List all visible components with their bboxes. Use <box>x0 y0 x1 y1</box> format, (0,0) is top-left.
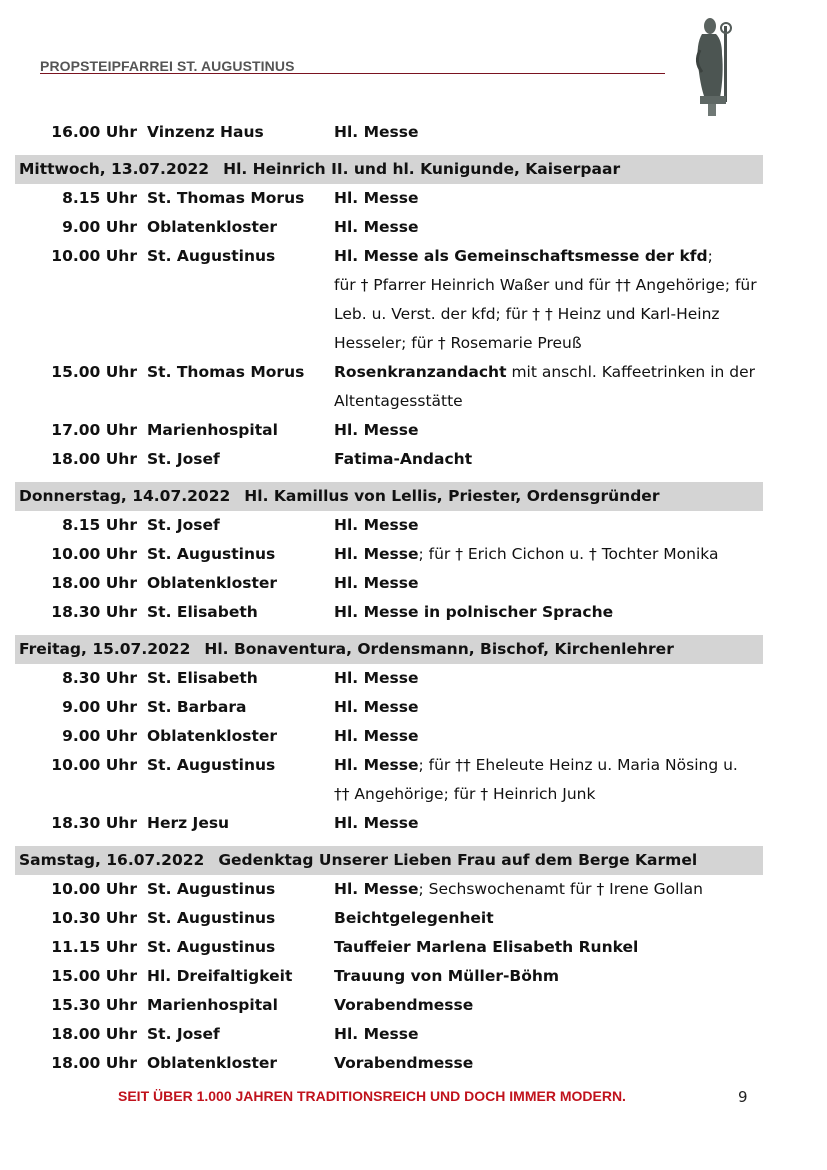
entry-note-line: †† Angehörige; für † Heinrich Junk <box>334 785 596 803</box>
entry-place: Vinzenz Haus <box>147 123 264 141</box>
schedule-entry <box>15 184 763 213</box>
entry-time: 10.00 Uhr <box>51 880 137 898</box>
entry-title: Hl. Messe <box>334 727 419 745</box>
entry-time: 15.00 Uhr <box>51 363 137 381</box>
entry-place: St. Augustinus <box>147 938 276 956</box>
entry-description <box>334 1049 473 1078</box>
schedule-entry-continuation <box>15 387 763 416</box>
entry-time: 8.15 Uhr <box>62 516 137 534</box>
schedule-entry-continuation <box>15 780 763 809</box>
schedule-entry <box>15 213 763 242</box>
schedule-entry-continuation <box>15 300 763 329</box>
entry-place: St. Augustinus <box>147 756 276 774</box>
entry-description <box>334 809 418 838</box>
entry-time: 18.00 Uhr <box>51 574 137 592</box>
day-date: Samstag, 16.07.2022 <box>19 851 205 869</box>
entry-place: Oblatenkloster <box>147 574 278 592</box>
entry-time: 16.00 Uhr <box>51 123 137 141</box>
entry-time: 8.30 Uhr <box>62 669 137 687</box>
entry-title: Hl. Messe <box>334 123 419 141</box>
schedule-entry <box>15 722 763 751</box>
entry-time: 11.15 Uhr <box>51 938 137 956</box>
entry-title: Vorabendmesse <box>334 1054 474 1072</box>
schedule-entry <box>15 875 763 904</box>
day-date: Donnerstag, 14.07.2022 <box>19 487 231 505</box>
entry-title: Hl. Messe <box>334 669 419 687</box>
schedule-entry <box>15 358 763 387</box>
entry-time: 18.00 Uhr <box>51 450 137 468</box>
schedule-entry <box>15 242 763 271</box>
entry-place: St. Augustinus <box>147 909 276 927</box>
entry-place: St. Thomas Morus <box>147 363 305 381</box>
entry-title: Hl. Messe <box>334 545 419 563</box>
entry-time: 17.00 Uhr <box>51 421 137 439</box>
entry-note: ; Sechswochenamt für † Irene Gollan <box>418 880 704 898</box>
entry-description <box>334 118 418 147</box>
entry-description <box>334 511 418 540</box>
entry-title: Hl. Messe <box>334 421 419 439</box>
entry-time: 10.00 Uhr <box>51 247 137 265</box>
schedule-entry <box>15 962 763 991</box>
entry-title: Hl. Messe <box>334 698 419 716</box>
entry-time: 9.00 Uhr <box>62 727 137 745</box>
entry-title: Hl. Messe <box>334 218 419 236</box>
entry-note-line: für † Pfarrer Heinrich Waßer und für †† Angehörige; für <box>334 276 757 294</box>
entry-description <box>334 598 613 627</box>
entry-description <box>334 904 494 933</box>
schedule-entry <box>15 511 763 540</box>
entry-title: Vorabendmesse <box>334 996 474 1014</box>
day-feast: Gedenktag Unserer Lieben Frau auf dem Berge Karmel <box>218 851 698 869</box>
entry-place: St. Elisabeth <box>147 603 258 621</box>
entry-place: St. Augustinus <box>147 545 276 563</box>
entry-note: ; für † Erich Cichon u. † Tochter Monika <box>418 545 719 563</box>
entry-description <box>334 569 418 598</box>
entry-title: Hl. Messe als Gemeinschaftsmesse der kfd <box>334 247 708 265</box>
entry-description <box>334 962 559 991</box>
entry-description <box>334 540 718 569</box>
schedule-entry-continuation <box>15 329 763 358</box>
day-header <box>15 635 763 664</box>
schedule-entry <box>15 664 763 693</box>
schedule-entry <box>15 751 763 780</box>
entry-time: 18.00 Uhr <box>51 1054 137 1072</box>
schedule-entry <box>15 416 763 445</box>
entry-title: Rosenkranzandacht <box>334 363 507 381</box>
entry-time: 15.30 Uhr <box>51 996 137 1014</box>
entry-description <box>334 358 755 387</box>
entry-description <box>334 1020 418 1049</box>
entry-note-line: Leb. u. Verst. der kfd; für † † Heinz und Karl-Heinz <box>334 305 720 323</box>
schedule-entry <box>15 1049 763 1078</box>
entry-description <box>334 693 418 722</box>
entry-title: Hl. Messe in polnischer Sprache <box>334 603 614 621</box>
day-header <box>15 155 763 184</box>
entry-title: Fatima-Andacht <box>334 450 473 468</box>
entry-place: Marienhospital <box>147 996 278 1014</box>
schedule-entry <box>15 445 763 474</box>
entry-place: Oblatenkloster <box>147 1054 278 1072</box>
entry-place: St. Barbara <box>147 698 247 716</box>
entry-description <box>334 991 473 1020</box>
entry-place: St. Josef <box>147 450 220 468</box>
entry-time: 9.00 Uhr <box>62 218 137 236</box>
footer-slogan: SEIT ÜBER 1.000 JAHREN TRADITIONSREICH UND DOCH IMMER MODERN. <box>118 1088 626 1104</box>
entry-title: Hl. Messe <box>334 880 419 898</box>
entry-time: 10.00 Uhr <box>51 756 137 774</box>
entry-description <box>334 751 738 780</box>
day-header <box>15 846 763 875</box>
entry-description <box>334 664 418 693</box>
entry-note: ; für †† Eheleute Heinz u. Maria Nösing u. <box>418 756 738 774</box>
entry-description <box>334 184 418 213</box>
entry-description <box>334 213 418 242</box>
day-feast: Hl. Kamillus von Lellis, Priester, Ordensgründer <box>244 487 660 505</box>
entry-title: Trauung von Müller-Böhm <box>334 967 560 985</box>
entry-note-line: Hesseler; für † Rosemarie Preuß <box>334 334 582 352</box>
entry-time: 18.30 Uhr <box>51 603 137 621</box>
entry-place: St. Josef <box>147 1025 220 1043</box>
entry-time: 8.15 Uhr <box>62 189 137 207</box>
entry-place: Hl. Dreifaltigkeit <box>147 967 293 985</box>
schedule-entry <box>15 569 763 598</box>
entry-title: Tauffeier Marlena Elisabeth Runkel <box>334 938 639 956</box>
day-date: Mittwoch, 13.07.2022 <box>19 160 210 178</box>
schedule-entry <box>15 933 763 962</box>
entry-description <box>334 933 638 962</box>
entry-place: St. Josef <box>147 516 220 534</box>
entry-description <box>334 445 472 474</box>
schedule-entry <box>15 1020 763 1049</box>
entry-title: Hl. Messe <box>334 814 419 832</box>
entry-title: Hl. Messe <box>334 189 419 207</box>
entry-place: St. Augustinus <box>147 880 276 898</box>
entry-time: 15.00 Uhr <box>51 967 137 985</box>
day-feast: Hl. Heinrich II. und hl. Kunigunde, Kaiserpaar <box>223 160 621 178</box>
page-header <box>40 56 665 74</box>
schedule-entry <box>15 991 763 1020</box>
schedule-entry-continuation <box>15 271 763 300</box>
entry-place: St. Augustinus <box>147 247 276 265</box>
entry-place: St. Elisabeth <box>147 669 258 687</box>
day-date: Freitag, 15.07.2022 <box>19 640 191 658</box>
entry-place: Oblatenkloster <box>147 727 278 745</box>
augustinus-statue-image <box>686 14 742 118</box>
entry-place: Herz Jesu <box>147 814 230 832</box>
entry-description <box>334 242 713 271</box>
entry-time: 10.00 Uhr <box>51 545 137 563</box>
schedule-entry <box>15 118 763 147</box>
schedule-entry <box>15 693 763 722</box>
entry-time: 10.30 Uhr <box>51 909 137 927</box>
entry-note: ; <box>707 247 713 265</box>
schedule-entry <box>15 598 763 627</box>
entry-place: Marienhospital <box>147 421 278 439</box>
entry-place: St. Thomas Morus <box>147 189 305 207</box>
schedule-entry <box>15 904 763 933</box>
entry-note-line: Altentagesstätte <box>334 392 463 410</box>
entry-title: Hl. Messe <box>334 1025 419 1043</box>
entry-note: mit anschl. Kaffeetrinken in der <box>506 363 755 381</box>
schedule-entry <box>15 540 763 569</box>
day-header <box>15 482 763 511</box>
entry-time: 9.00 Uhr <box>62 698 137 716</box>
entry-time: 18.00 Uhr <box>51 1025 137 1043</box>
page-number: 9 <box>738 1088 748 1106</box>
entry-place: Oblatenkloster <box>147 218 278 236</box>
entry-title: Hl. Messe <box>334 516 419 534</box>
entry-description <box>334 875 703 904</box>
parish-title: PROPSTEIPFARREI ST. AUGUSTINUS <box>40 58 295 74</box>
entry-description <box>334 416 418 445</box>
entry-description <box>334 722 418 751</box>
schedule <box>15 118 763 1078</box>
schedule-entry <box>15 809 763 838</box>
entry-title: Beichtgelegenheit <box>334 909 494 927</box>
entry-title: Hl. Messe <box>334 574 419 592</box>
entry-title: Hl. Messe <box>334 756 419 774</box>
day-feast: Hl. Bonaventura, Ordensmann, Bischof, Kirchenlehrer <box>204 640 674 658</box>
entry-time: 18.30 Uhr <box>51 814 137 832</box>
